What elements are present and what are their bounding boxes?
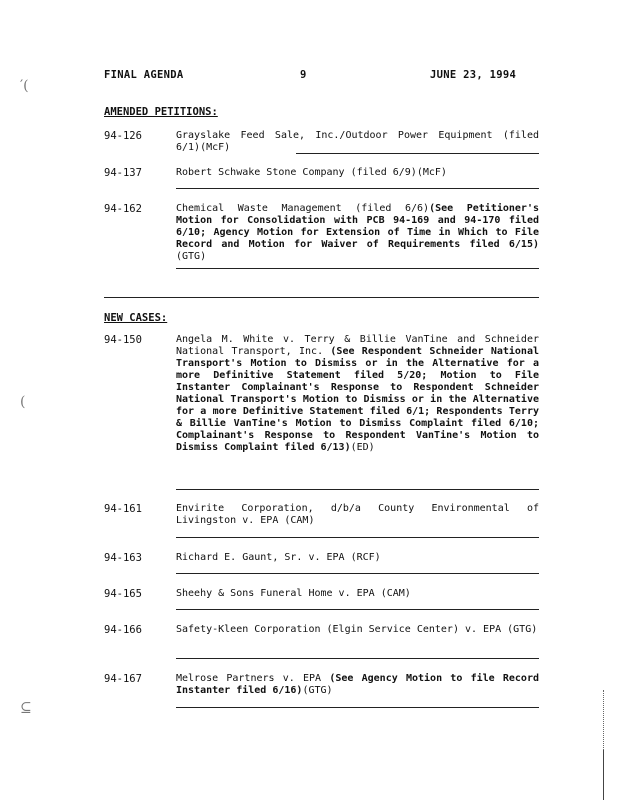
case-entry — [176, 624, 539, 636]
case-number: 94-163 — [104, 552, 142, 564]
case-entry — [176, 334, 539, 454]
margin-mark: ⊆ — [20, 700, 32, 716]
case-text: Chemical Waste Management (filed 6/6) — [176, 203, 430, 214]
case-initials: (ED) — [350, 442, 375, 453]
case-rule — [176, 658, 539, 659]
case-entry — [176, 503, 539, 527]
page-edge-line — [603, 750, 604, 800]
margin-dots — [603, 690, 606, 750]
case-number: 94-161 — [104, 503, 142, 515]
margin-mark: ′( — [20, 78, 29, 94]
case-rule — [176, 707, 539, 708]
section-divider — [104, 297, 539, 298]
margin-mark: ( — [20, 394, 26, 410]
case-rule — [296, 153, 539, 154]
case-text: Envirite Corporation, d/b/a County Environmental of Livingston v. EPA (CAM) — [176, 503, 539, 526]
case-entry — [176, 588, 539, 600]
case-number: 94-150 — [104, 334, 142, 346]
case-rule — [176, 537, 539, 538]
agenda-title: FINAL AGENDA — [104, 69, 184, 81]
case-number: 94-137 — [104, 167, 142, 179]
case-number: 94-167 — [104, 673, 142, 685]
section-heading-amended: AMENDED PETITIONS: — [104, 106, 218, 118]
case-rule — [176, 268, 539, 269]
case-initials: (GTG) — [302, 685, 333, 696]
case-number: 94-162 — [104, 203, 142, 215]
case-rule — [176, 573, 539, 574]
case-rule — [176, 489, 539, 490]
case-number: 94-126 — [104, 130, 142, 142]
case-entry — [176, 673, 539, 697]
case-text: Richard E. Gaunt, Sr. v. EPA (RCF) — [176, 552, 381, 563]
agenda-date: JUNE 23, 1994 — [430, 69, 517, 81]
case-entry — [176, 203, 539, 263]
case-initials: (GTG) — [176, 251, 207, 262]
case-text: Sheehy & Sons Funeral Home v. EPA (CAM) — [176, 588, 411, 599]
case-text: Angela M. White v. Terry & Billie VanTine and Schneider National Transport, Inc. — [176, 334, 539, 357]
page-number: 9 — [300, 69, 307, 81]
case-text: Safety-Kleen Corporation (Elgin Service Center) v. EPA (GTG) — [176, 624, 538, 635]
section-heading-new-cases: NEW CASES: — [104, 312, 168, 324]
case-motions: (See Petitioner's Motion for Consolidation with PCB 94-169 and 94-170 filed 6/10; Agency Motion for Extension of Time in Which to File Record and Motion for Waiver of Requirements filed 6/15) — [176, 203, 539, 250]
case-entry — [176, 552, 539, 564]
case-text: Melrose Partners v. EPA — [176, 673, 330, 684]
case-rule — [176, 609, 539, 610]
case-motions: (See Respondent Schneider National Transport's Motion to Dismiss or in the Alternative for a more Definitive Statement filed 5/20; Motion to File Instanter Complainant's Response to Respondent Schneider National Transport's Motion to Dismiss or in the Alternative for a more Definitive Statement filed 6/1; Respondents Terry & Billie VanTine's Motion to Dismiss Complaint filed 6/10; Complainant's Response to Respondent VanTine's Motion to Dismiss Complaint filed 6/13) — [176, 346, 539, 453]
case-rule — [176, 188, 539, 189]
case-entry — [176, 130, 539, 154]
case-number: 94-166 — [104, 624, 142, 636]
case-number: 94-165 — [104, 588, 142, 600]
case-text: Grayslake Feed Sale, Inc./Outdoor Power Equipment (filed 6/1)(McF) — [176, 130, 539, 153]
case-text: Robert Schwake Stone Company (filed 6/9)(McF) — [176, 167, 447, 178]
case-entry — [176, 167, 539, 179]
case-motions: (See Agency Motion to file Record Instanter filed 6/16) — [176, 673, 539, 696]
